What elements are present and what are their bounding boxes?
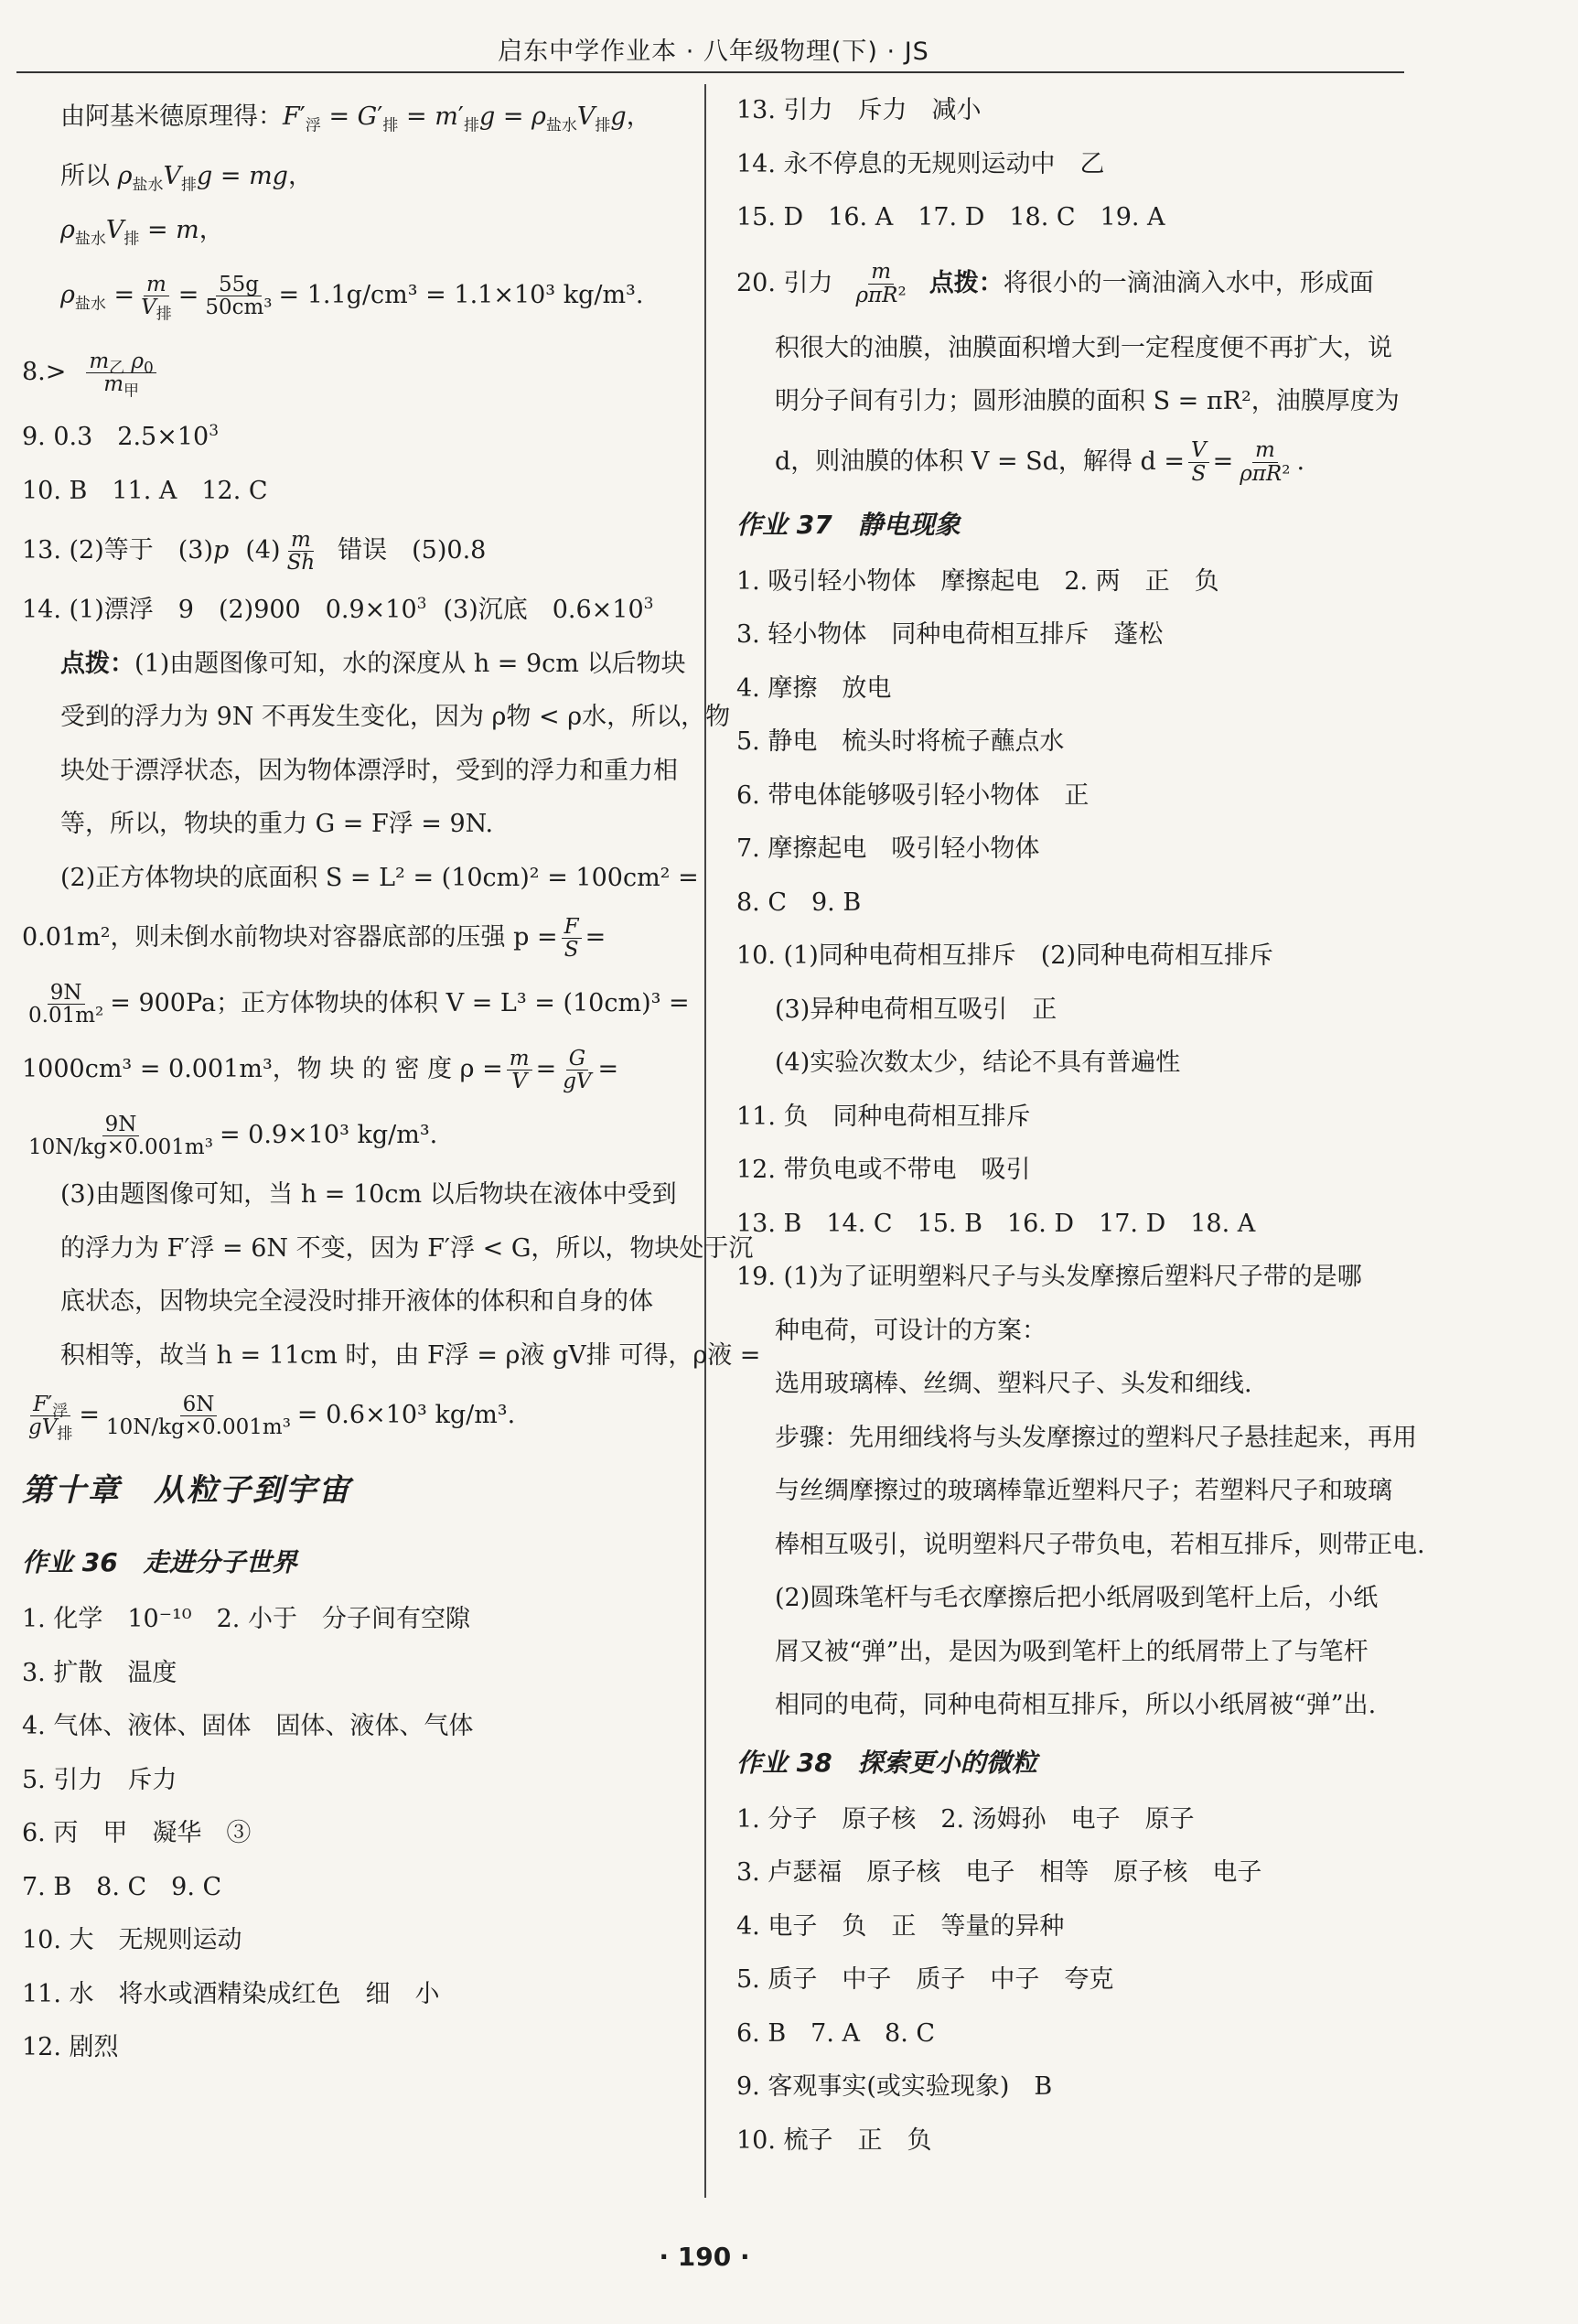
- hw37-answer-10-3: (3)异种电荷相互吸引 正: [775, 995, 1057, 1024]
- hw38-answer-1: 1. 分子 原子核 2. 汤姆孙 电子 原子: [736, 1804, 1195, 1834]
- left-column: [22, 84, 761, 2075]
- hw37-answer-19-line-2: 种电荷，可设计的方案：: [775, 1316, 1047, 1345]
- column-divider: [704, 84, 706, 2198]
- right-column: [736, 84, 1425, 2168]
- tip-14-line-5: (2)正方体物块的底面积 S = L² = (10cm)² = 100cm² =: [60, 863, 699, 892]
- tip-14-line-10: (3)由题图像可知，当 h = 10cm 以后物块在液体中受到: [60, 1180, 677, 1209]
- hw37-answer-19-line-9: 相同的电荷，同种电荷相互排斥，所以小纸屑被“弹”出.: [775, 1691, 1377, 1719]
- section-hw36-title: 作业 36 走进分子世界: [22, 1547, 297, 1577]
- hw36-answer-12: 12. 剧烈: [22, 2033, 119, 2061]
- hw38-answer-9: 9. 客观事实(或实验现象) B: [736, 2072, 1053, 2101]
- hw36-answer-7-9: 7. B 8. C 9. C: [22, 1872, 222, 1901]
- answer-r15-19: 15. D 16. A 17. D 18. C 19. A: [736, 203, 1165, 231]
- tip-14-line-6: 0.01m²，则未倒水前物块对容器底部的压强 p = $\frac{F}{S}$ =: [22, 914, 607, 962]
- hw36-answer-6: 6. 丙 甲 凝华 ③: [22, 1819, 252, 1847]
- answer-13: 13. (2)等于 (3)p (4) $\frac{m}{Sh}$ 错误 (5)0.8: [22, 527, 487, 575]
- page-number: · 190 ·: [659, 2242, 750, 2272]
- archimedes-mass-line: $\rho_{盐水}V_排 = m$，: [60, 215, 224, 248]
- answer-r14: 14. 永不停息的无规则运动中 乙: [736, 149, 1105, 178]
- hw37-answer-19-line-5: 与丝绸摩擦过的玻璃棒靠近塑料尺子；若塑料尺子和玻璃: [775, 1477, 1392, 1505]
- answer-r13: 13. 引力 斥力 减小: [736, 96, 982, 124]
- hw36-answer-4: 4. 气体、液体、固体 固体、液体、气体: [22, 1712, 474, 1740]
- hw37-answer-7: 7. 摩擦起电 吸引轻小物体: [736, 834, 1040, 863]
- hw37-answer-19-line-3: 选用玻璃棒、丝绸、塑料尺子、头发和细线.: [775, 1370, 1252, 1398]
- hw36-answer-1: 1. 化学 10⁻¹⁰ 2. 小于 分子间有空隙: [22, 1605, 470, 1633]
- hw37-answer-19-line-6: 棒相互吸引，说明塑料尺子带负电，若相互排斥，则带正电.: [775, 1530, 1425, 1559]
- hw37-answer-11: 11. 负 同种电荷相互排斥: [736, 1102, 1031, 1131]
- hw36-answer-5: 5. 引力 斥力: [22, 1765, 177, 1794]
- tip-14-line-11: 的浮力为 F′浮 = 6N 不变，因为 F′浮 < G，所以，物块处于沉: [60, 1233, 754, 1263]
- hw37-answer-12: 12. 带负电或不带电 吸引: [736, 1156, 1031, 1184]
- hw38-answer-10: 10. 梳子 正 负: [736, 2125, 932, 2155]
- hw37-answer-8-9: 8. C 9. B: [736, 888, 862, 917]
- answer-r20-line-3: 明分子间有引力；圆形油膜的面积 S = πR²，油膜厚度为: [775, 387, 1400, 415]
- answer-r20: 20. 引力 $\frac{m}{\text{ρπR²}}$ 点拨：将很小的一滴油滴入水中，形成面: [736, 260, 1374, 307]
- hw38-answer-5: 5. 质子 中子 质子 中子 夸克: [736, 1965, 1114, 1994]
- hw37-answer-1: 1. 吸引轻小物体 摩擦起电 2. 两 正 负: [736, 566, 1219, 596]
- hw37-answer-19-line-4: 步骤：先用细线将与头发摩擦过的塑料尺子悬挂起来，再用: [775, 1423, 1417, 1452]
- tip-14-line-9: $\frac{9N}{\text{10N/kg×0.001m³}}$ = 0.9×10³ kg/m³.: [28, 1112, 438, 1159]
- tip-14-line-4: 等，所以，物块的重力 G = F浮 = 9N.: [60, 810, 494, 838]
- answer-9: 9. 0.3 $2.5\times 10^3$: [22, 422, 220, 451]
- tip-14-line-14: $\frac{F'_浮}{gV_排}$ = $\frac{6N}{\text{10N/kg×0.001m³}}$ = 0.6×10³ kg/m³.: [28, 1392, 516, 1444]
- answer-10-12: 10. B 11. A 12. C: [22, 476, 268, 505]
- hw38-answer-4: 4. 电子 负 正 等量的异种: [736, 1911, 1065, 1941]
- tip-14-line-2: 受到的浮力为 9N 不再发生变化，因为 ρ物 < ρ水，所以，物: [60, 703, 731, 731]
- hw37-answer-19: 19. (1)为了证明塑料尺子与头发摩擦后塑料尺子带的是哪: [736, 1263, 1362, 1291]
- hw38-answer-6-8: 6. B 7. A 8. C: [736, 2018, 936, 2048]
- section-hw37-title: 作业 37 静电现象: [736, 509, 961, 540]
- archimedes-line: 由阿基米德原理得：$F'_浮 = G'_排 = m'_排g = \rho_{盐水}V_排g$，: [60, 102, 651, 135]
- hw36-answer-10: 10. 大 无规则运动: [22, 1926, 242, 1954]
- hw37-answer-10-4: (4)实验次数太少，结论不具有普遍性: [775, 1049, 1181, 1077]
- hw36-answer-3: 3. 扩散 温度: [22, 1658, 177, 1687]
- hw37-answer-19-line-7: (2)圆珠笔杆与毛衣摩擦后把小纸屑吸到笔杆上后，小纸: [775, 1584, 1379, 1612]
- hw37-answer-6: 6. 带电体能够吸引轻小物体 正: [736, 780, 1090, 810]
- tip-14-line-3: 块处于漂浮状态，因为物体漂浮时，受到的浮力和重力相: [60, 756, 678, 785]
- archimedes-so-line: 所以 $\rho_{盐水}V_排g$ = mg，: [60, 162, 313, 195]
- hw38-answer-3: 3. 卢瑟福 原子核 电子 相等 原子核 电子: [736, 1858, 1262, 1887]
- hw37-answer-13-18: 13. B 14. C 15. B 16. D 17. D 18. A: [736, 1209, 1256, 1238]
- hw37-answer-19-line-8: 屑又被“弹”出，是因为吸到笔杆上的纸屑带上了与笔杆: [775, 1637, 1369, 1666]
- tip-14-line-12: 底状态，因物块完全浸没时排开液体的体积和自身的体: [60, 1287, 653, 1316]
- chapter-title: 第十章 从粒子到宇宙: [22, 1472, 351, 1509]
- running-head: 启东中学作业本 · 八年级物理(下) · JS: [498, 38, 929, 66]
- tip-14-line-1: 点拨：(1)由题图像可知，水的深度从 h = 9cm 以后物块: [60, 649, 686, 678]
- answer-r20-line-4: d，则油膜的体积 V = Sd，解得 d = $\frac{V}{S}$ = $\frac{m}{\text{ρπR²}}$ .: [775, 438, 1305, 486]
- tip-14-line-8: 1000cm³ = 0.001m³，物 块 的 密 度 ρ = $\frac{m}{V}$ = $\frac{G}{gV}$ =: [22, 1046, 619, 1093]
- header-rule: [16, 71, 1404, 73]
- hw37-answer-4: 4. 摩擦 放电: [736, 673, 892, 703]
- hw37-answer-10: 10. (1)同种电荷相互排斥 (2)同种电荷相互排斥: [736, 941, 1274, 970]
- answer-r20-line-2: 积很大的油膜，油膜面积增大到一定程度便不再扩大，说: [775, 333, 1392, 362]
- answer-8: 8.> $\frac{m_乙 \rho_0}{m_甲}$: [22, 334, 690, 411]
- answer-14: 14. (1)漂浮 9 (2)900 $0.9\times 10^3$ (3)沉底 $0.6\times 10^3$: [22, 595, 654, 624]
- hw37-answer-5: 5. 静电 梳头时将梳子蘸点水: [736, 727, 1065, 756]
- section-hw38-title: 作业 38 探索更小的微粒: [736, 1747, 1037, 1778]
- tip-14-line-13: 积相等，故当 h = 11cm 时，由 F浮 = ρ液 gV排 可得，ρ液 =: [60, 1340, 761, 1370]
- hw36-answer-11: 11. 水 将水或酒精染成红色 细 小: [22, 1979, 440, 2008]
- tip-14-line-7: $\frac{9N}{\text{0.01m²}}$ = 900Pa；正方体物块的体积 V = L³ = (10cm)³ =: [28, 980, 690, 1028]
- archimedes-density-line: $\rho_{盐水}$ = $\frac{m}{V_排}$ = $\frac{55g}{\text{50cm³}}$ = 1.1g/cm³ = 1.1×10³ kg/m³.: [60, 272, 644, 324]
- hw37-answer-3: 3. 轻小物体 同种电荷相互排斥 蓬松: [736, 620, 1164, 649]
